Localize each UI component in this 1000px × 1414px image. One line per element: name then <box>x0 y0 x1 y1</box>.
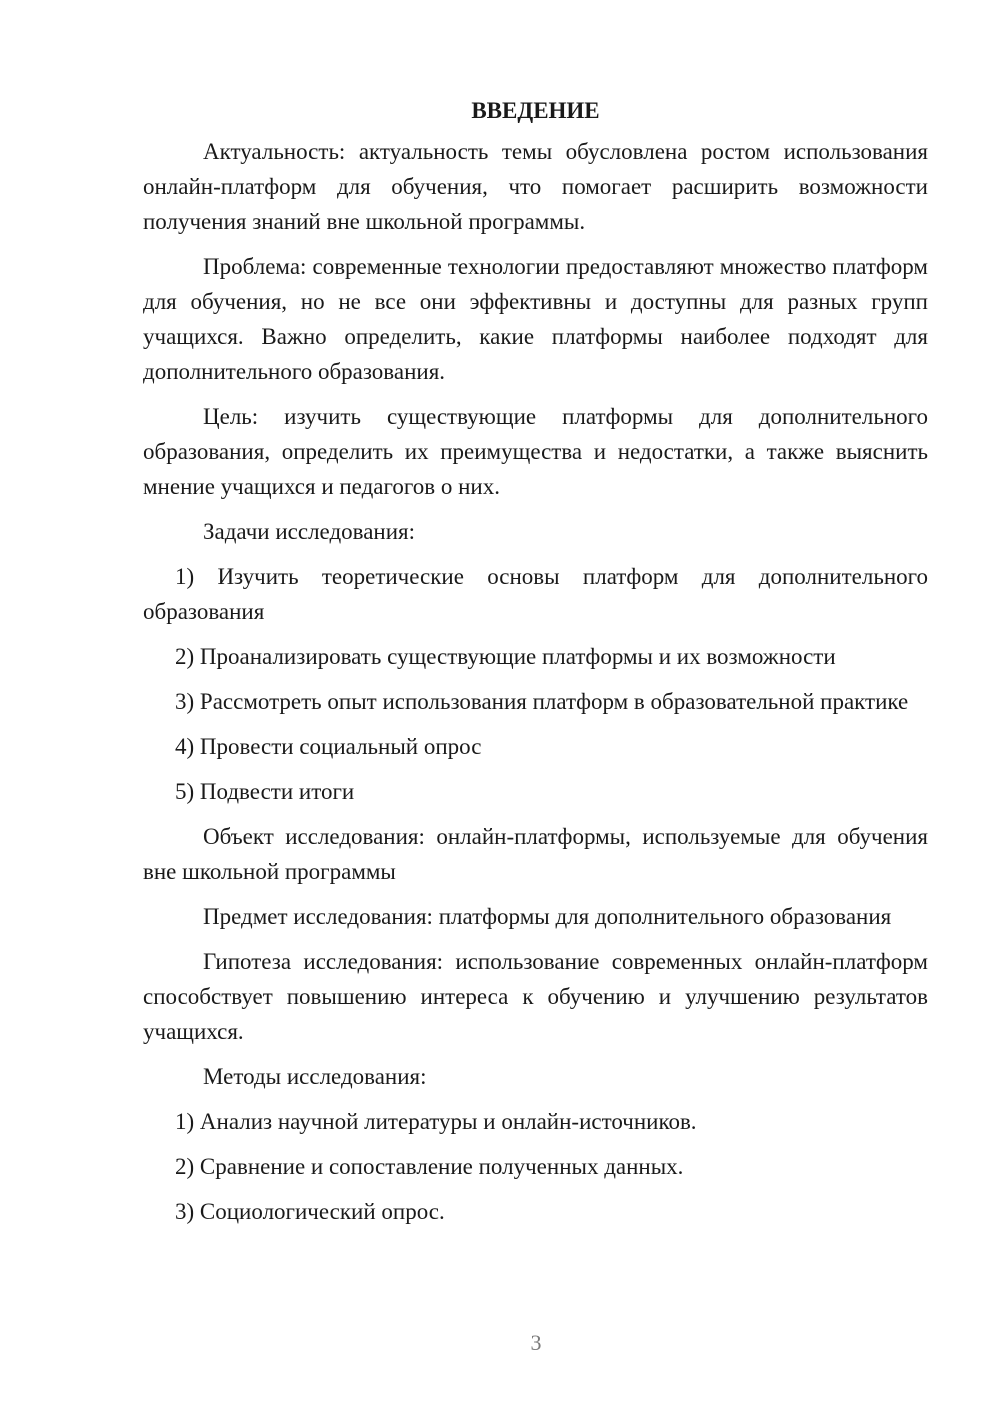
page-number: 3 <box>530 1330 542 1355</box>
method-item-1: 1) Анализ научной литературы и онлайн-источников. <box>175 1109 697 1134</box>
goal-paragraph: Цель: изучить существующие платформы для дополнительного образования, определить их преимущества и недостатки, а также выяснить мнение учащихся и педагогов о них. <box>143 404 928 499</box>
section-title: ВВЕДЕНИЕ <box>471 98 600 123</box>
task-item-3: 3) Рассмотреть опыт использования платформ в образовательной практике <box>175 689 909 714</box>
method-item-3: 3) Социологический опрос. <box>175 1199 445 1224</box>
tasks-heading: Задачи исследования: <box>203 519 416 544</box>
task-item-5: 5) Подвести итоги <box>175 779 355 804</box>
object-paragraph: Объект исследования: онлайн-платформы, используемые для обучения вне школьной программы <box>143 824 928 884</box>
page-content <box>143 93 928 1239</box>
problem-paragraph: Проблема: современные технологии предоставляют множество платформ для обучения, но не все они эффективны и доступны для разных групп учащихся. Важно определить, какие платформы наиболее подходят для дополнительного образования. <box>143 254 928 384</box>
subject-paragraph: Предмет исследования: платформы для дополнительного образования <box>203 904 892 929</box>
task-item-4: 4) Провести социальный опрос <box>175 734 482 759</box>
relevance-paragraph: Актуальность: актуальность темы обусловлена ростом использования онлайн-платформ для обучения, что помогает расширить возможности получения знаний вне школьной программы. <box>143 139 928 234</box>
task-item-2: 2) Проанализировать существующие платформы и их возможности <box>175 644 836 669</box>
methods-heading: Методы исследования: <box>203 1064 427 1089</box>
hypothesis-paragraph: Гипотеза исследования: использование современных онлайн-платформ способствует повышению интереса к обучению и улучшению результатов учащихся. <box>143 949 928 1044</box>
method-item-2: 2) Сравнение и сопоставление полученных данных. <box>175 1154 684 1179</box>
task-item-1: 1) Изучить теоретические основы платформ для дополнительного образования <box>143 564 928 624</box>
